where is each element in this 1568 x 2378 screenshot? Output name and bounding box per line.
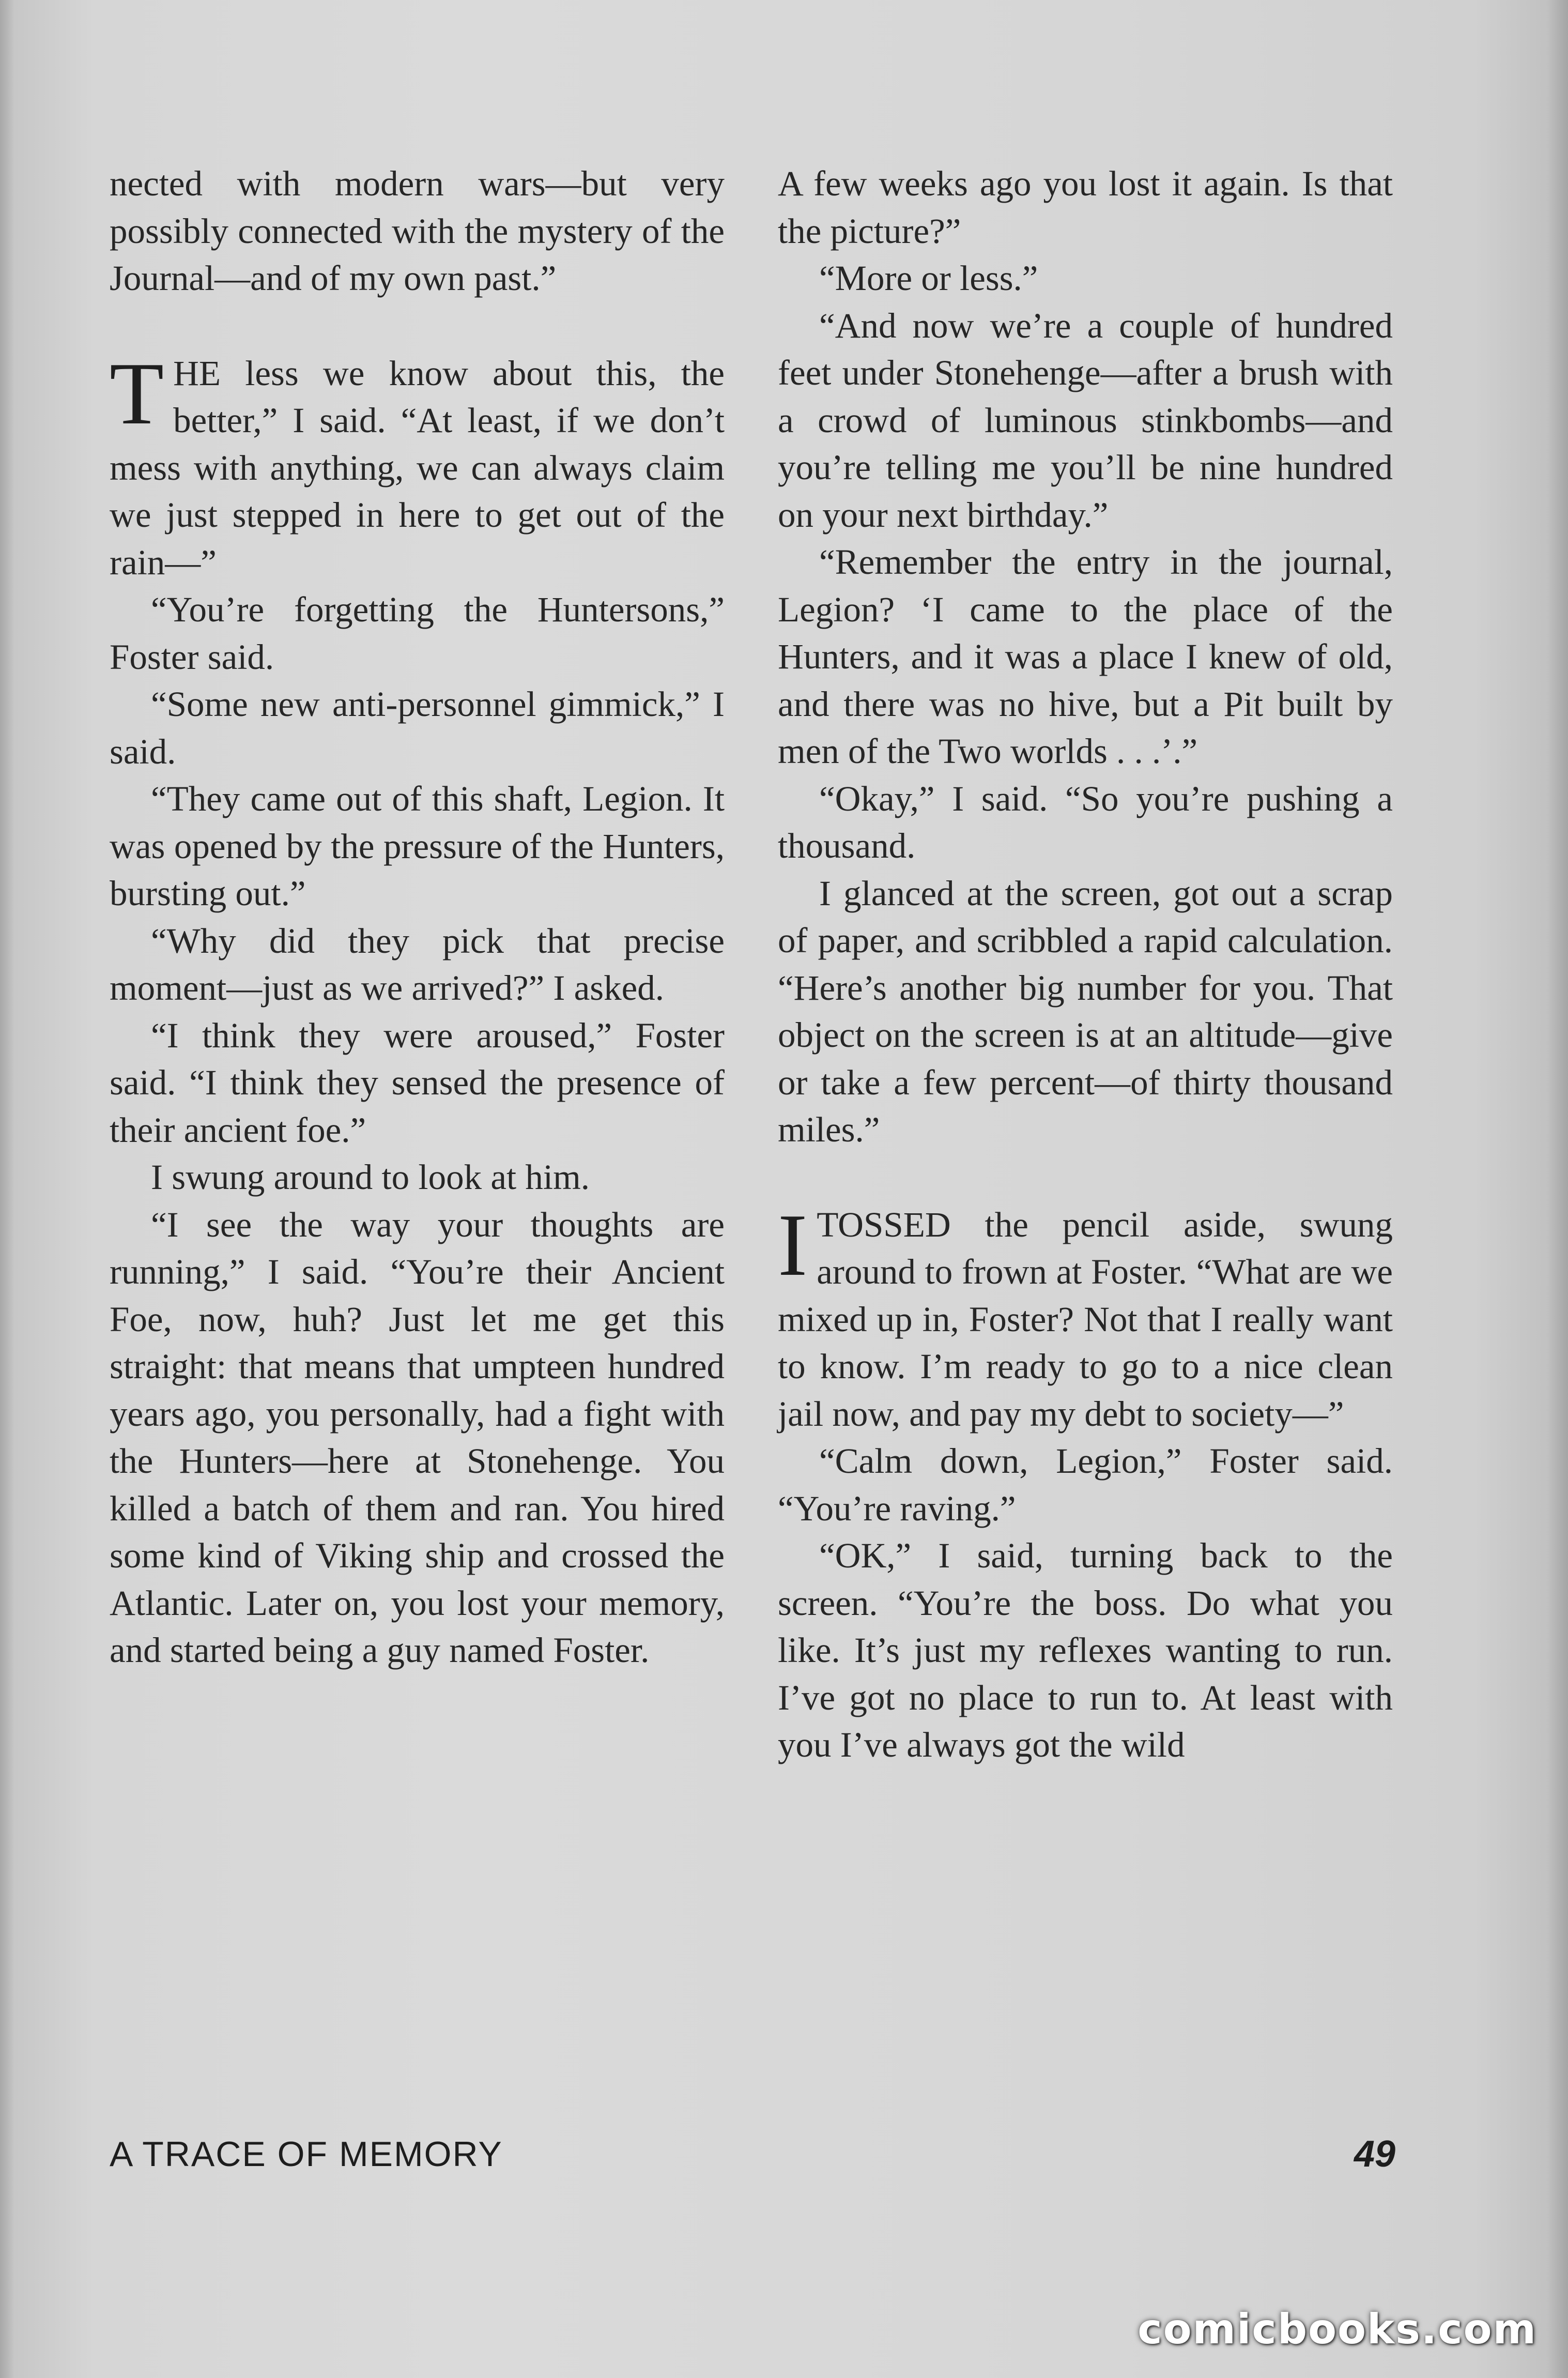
- text-column-right: [778, 160, 1393, 2114]
- paragraph: “I see the way your thoughts are running,” I said. “You’re their Ancient Foe, now, huh? Just let me get this straight: that means that umpteen hundred years ago, you personally, had a fight with the Hunters—here at Stonehenge. You killed a batch of them and ran. You hired some kind of Viking ship and crossed the Atlantic. Later on, you lost your memory, and started being a guy named Foster.: [110, 1205, 725, 1670]
- paragraph: A few weeks ago you lost it again. Is that the picture?”: [778, 164, 1393, 251]
- page-edge-shadow-left: [0, 0, 14, 2378]
- paragraph: “And now we’re a couple of hundred feet under Stonehenge—after a brush with a crowd of luminous stinkbombs—and you’re telling me you’ll be nine hundred on your next birthday.”: [778, 306, 1393, 535]
- paragraph: “You’re forgetting the Huntersons,” Foster said.: [110, 590, 725, 677]
- paragraph: “Some new anti-personnel gimmick,” I said.: [110, 684, 725, 771]
- paragraph-dropcap: [110, 344, 725, 587]
- paragraph: I glanced at the screen, got out a scrap of paper, and scribbled a rapid calculation. “Here’s another big number for you. That object on the screen is at an altitude—give or take a few percent—of thirty thousand miles.”: [778, 873, 1393, 1149]
- drop-cap: I: [778, 1196, 808, 1294]
- paragraph: nected with modern wars—but very possibly connected with the mystery of the Journal—and of my own past.”: [110, 164, 725, 298]
- paragraph: “OK,” I said, turning back to the screen. “You’re the boss. Do what you like. It’s just my reflexes wanting to run. I’ve got no place to run to. At least with you I’ve always got the wild: [778, 1536, 1393, 1764]
- paragraph: “They came out of this shaft, Legion. It was opened by the pressure of the Hunters, bursting out.”: [110, 779, 725, 913]
- paragraph: “More or less.”: [819, 258, 1038, 298]
- paragraph-text: HE less we know about this, the better,” I said. “At least, if we don’t mess with anything, we can always claim we just stepped in here to get out of the rain—”: [110, 353, 725, 582]
- page-edge-shadow-right: [1547, 0, 1568, 2378]
- paragraph: I swung around to look at him.: [151, 1157, 590, 1197]
- drop-cap: T: [110, 344, 164, 443]
- paragraph-dropcap: [778, 1196, 1393, 1438]
- paragraph: “I think they were aroused,” Foster said. “I think they sensed the presence of their ancient foe.”: [110, 1015, 725, 1150]
- paragraph: “Remember the entry in the journal, Legion? ‘I came to the place of the Hunters, and it was a place I knew of old, and there was no hive, but a Pit built by men of the Two worlds . . .’.”: [778, 542, 1393, 771]
- paragraph: “Calm down, Legion,” Foster said. “You’re raving.”: [778, 1441, 1393, 1528]
- site-watermark: comicbooks.com: [1137, 2305, 1537, 2353]
- paragraph-text: TOSSED the pencil aside, swung around to frown at Foster. “What are we mixed up in, Foster? Not that I really want to know. I’m ready to go to a nice clean jail now, and pay my debt to society—”: [778, 1205, 1393, 1434]
- running-footer-title: A TRACE OF MEMORY: [110, 2135, 503, 2174]
- page-number: 49: [1354, 2133, 1396, 2175]
- text-column-left: [110, 160, 725, 2114]
- paragraph: “Why did they pick that precise moment—just as we arrived?” I asked.: [110, 921, 725, 1008]
- paragraph: “Okay,” I said. “So you’re pushing a thousand.: [778, 779, 1393, 865]
